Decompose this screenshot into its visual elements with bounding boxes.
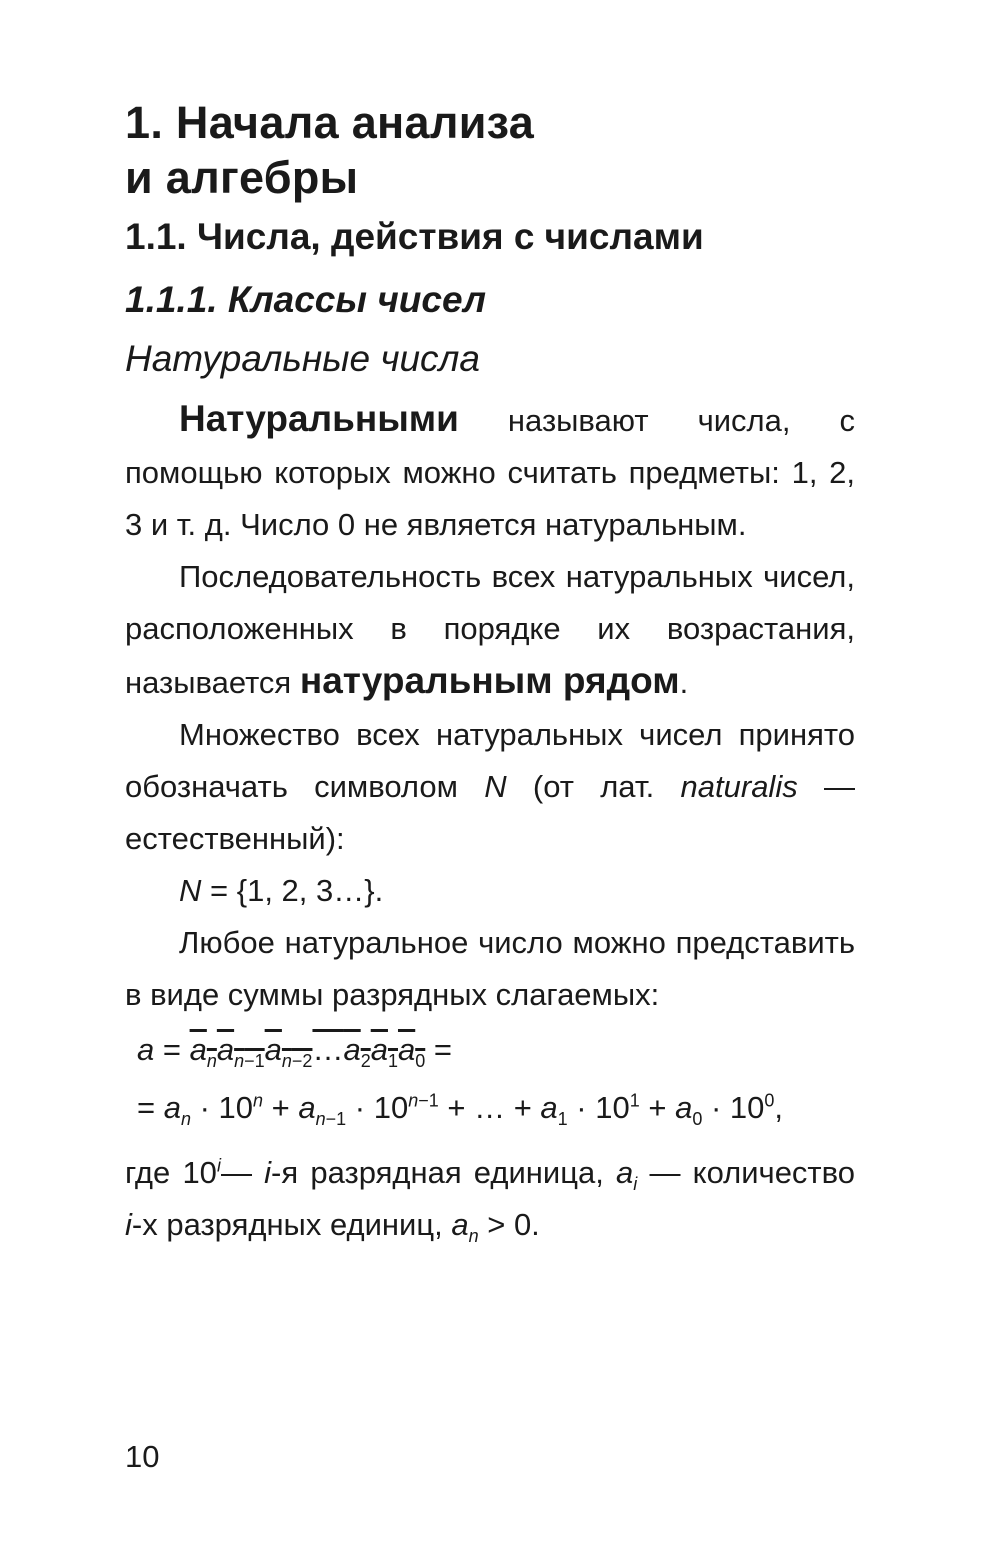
paragraph-sequence-end: . [679,665,689,700]
paragraph-set-text2: (от лат. [506,769,681,804]
term-natural: Натуральными [179,398,459,439]
paragraph-sequence-text: Последовательность всех натуральных чисел, расположенных в порядке их возрастания, называется [125,559,855,700]
topic-title: Натуральные числа [125,338,480,379]
set-formula-symbol: N [179,873,202,908]
paragraph-set-text3: — естественный): [125,769,855,856]
set-symbol: N [484,769,507,804]
section-title: 1.1. Числа, действия с числами [125,216,704,257]
chapter-title-line1: 1. Начала анализа [125,97,535,148]
paragraph-definition [125,393,855,551]
paragraph-decomposition [125,917,855,1021]
paragraph-set [125,709,855,865]
chapter-title [125,95,855,205]
paragraph-definition-text: называют числа, с помощью которых можно считать предметы: 1, 2, 3 и т. д. Число 0 не является натуральным. [125,403,855,542]
chapter-title-line2: и алгебры [125,152,359,203]
subsection-title: 1.1.1. Классы чисел [125,279,487,320]
page-number: 10 [125,1439,160,1474]
page-content [125,95,855,1251]
formula-line-2: = $a_n \cdot 10^n + a_{n-1} \cdot 10^{n-1}$ + … + $a_1 \cdot 10^1 + a_0 \cdot 10^0$, [137,1090,784,1130]
formula-line-1: $a = a_na_{n-1}a_{n-2}\dots a_2a_1a_0$ = [137,1032,452,1072]
paragraph-sequence [125,551,855,709]
latin-word: naturalis [680,769,798,804]
set-formula [125,865,855,917]
set-formula-rest: = {1, 2, 3…}. [201,873,384,908]
term-natural-series: натуральным рядом [299,660,680,701]
paragraph-set-text1: Множество всех натуральных чисел принято обозначать символом [125,717,855,804]
paragraph-explanation: где 10$^i$— i-я разрядная единица, $a_i$ — количество i-х разрядных единиц, $a_n > 0$. [125,1155,855,1247]
paragraph-decomposition-text: Любое натуральное число можно представить в виде суммы разрядных слагаемых: [125,925,855,1012]
